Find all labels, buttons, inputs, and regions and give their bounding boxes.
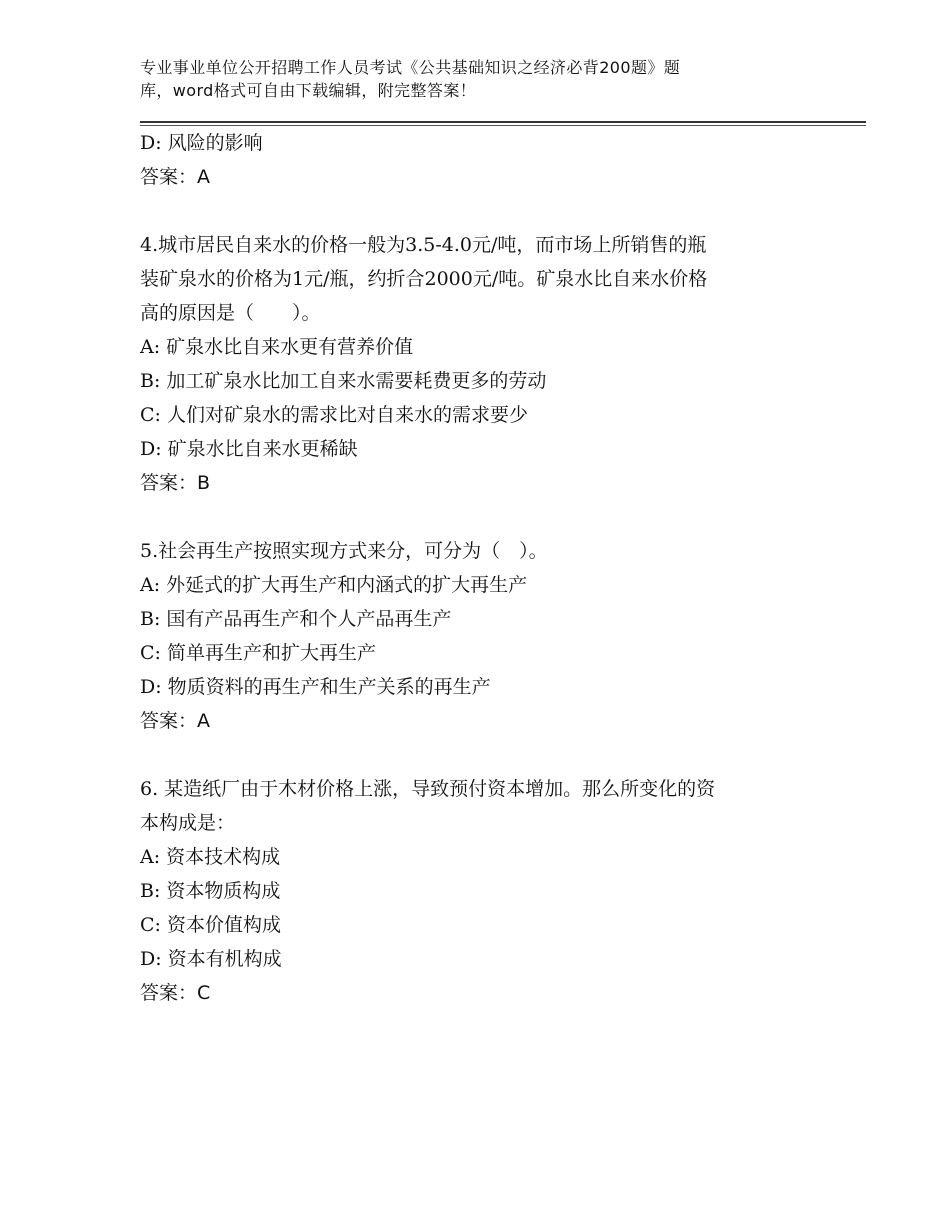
question-6 xyxy=(140,772,820,1010)
document-header xyxy=(140,56,770,102)
question-3-tail xyxy=(140,126,820,194)
document-body xyxy=(140,126,820,1010)
spacer xyxy=(140,194,820,228)
spacer xyxy=(140,500,820,534)
option-a: A: 资本技术构成 xyxy=(140,846,281,868)
question-stem-line: 6. 某造纸厂由于木材价格上涨，导致预付资本增加。那么所变化的资 xyxy=(140,778,716,800)
header-line-2: 库，word格式可自由下载编辑，附完整答案！ xyxy=(140,81,477,100)
question-5 xyxy=(140,534,820,738)
question-4 xyxy=(140,228,820,500)
question-stem-line: 高的原因是（ ）。 xyxy=(140,302,321,324)
question-stem-line: 5.社会再生产按照实现方式来分，可分为（ ）。 xyxy=(140,540,548,562)
option-d: D: 物质资料的再生产和生产关系的再生产 xyxy=(140,676,491,698)
header-line-1: 专业事业单位公开招聘工作人员考试《公共基础知识之经济必背200题》题 xyxy=(140,58,681,77)
question-stem-line: 4.城市居民自来水的价格一般为3.5-4.0元/吨，而市场上所销售的瓶 xyxy=(140,234,707,256)
question-stem-line: 本构成是： xyxy=(140,812,236,834)
option-a: A: 矿泉水比自来水更有营养价值 xyxy=(140,336,414,358)
spacer xyxy=(140,738,820,772)
question-stem-line: 装矿泉水的价格为1元/瓶，约折合2000元/吨。矿泉水比自来水价格 xyxy=(140,268,708,290)
option-c: C: 简单再生产和扩大再生产 xyxy=(140,642,376,664)
option-b: B: 国有产品再生产和个人产品再生产 xyxy=(140,608,452,630)
option-d: D: 矿泉水比自来水更稀缺 xyxy=(140,438,358,460)
option-b: B: 加工矿泉水比加工自来水需要耗费更多的劳动 xyxy=(140,370,547,392)
option-d: D: 资本有机构成 xyxy=(140,948,282,970)
option-c: C: 资本价值构成 xyxy=(140,914,281,936)
answer-line: 答案：A xyxy=(140,710,210,732)
option-b: B: 资本物质构成 xyxy=(140,880,281,902)
answer-line: 答案：A xyxy=(140,166,210,188)
header-rule-thick xyxy=(140,121,866,123)
option-c: C: 人们对矿泉水的需求比对自来水的需求要少 xyxy=(140,404,528,426)
option-a: A: 外延式的扩大再生产和内涵式的扩大再生产 xyxy=(140,574,528,596)
answer-line: 答案：C xyxy=(140,982,211,1004)
option-d: D: 风险的影响 xyxy=(140,132,263,154)
answer-line: 答案：B xyxy=(140,472,211,494)
